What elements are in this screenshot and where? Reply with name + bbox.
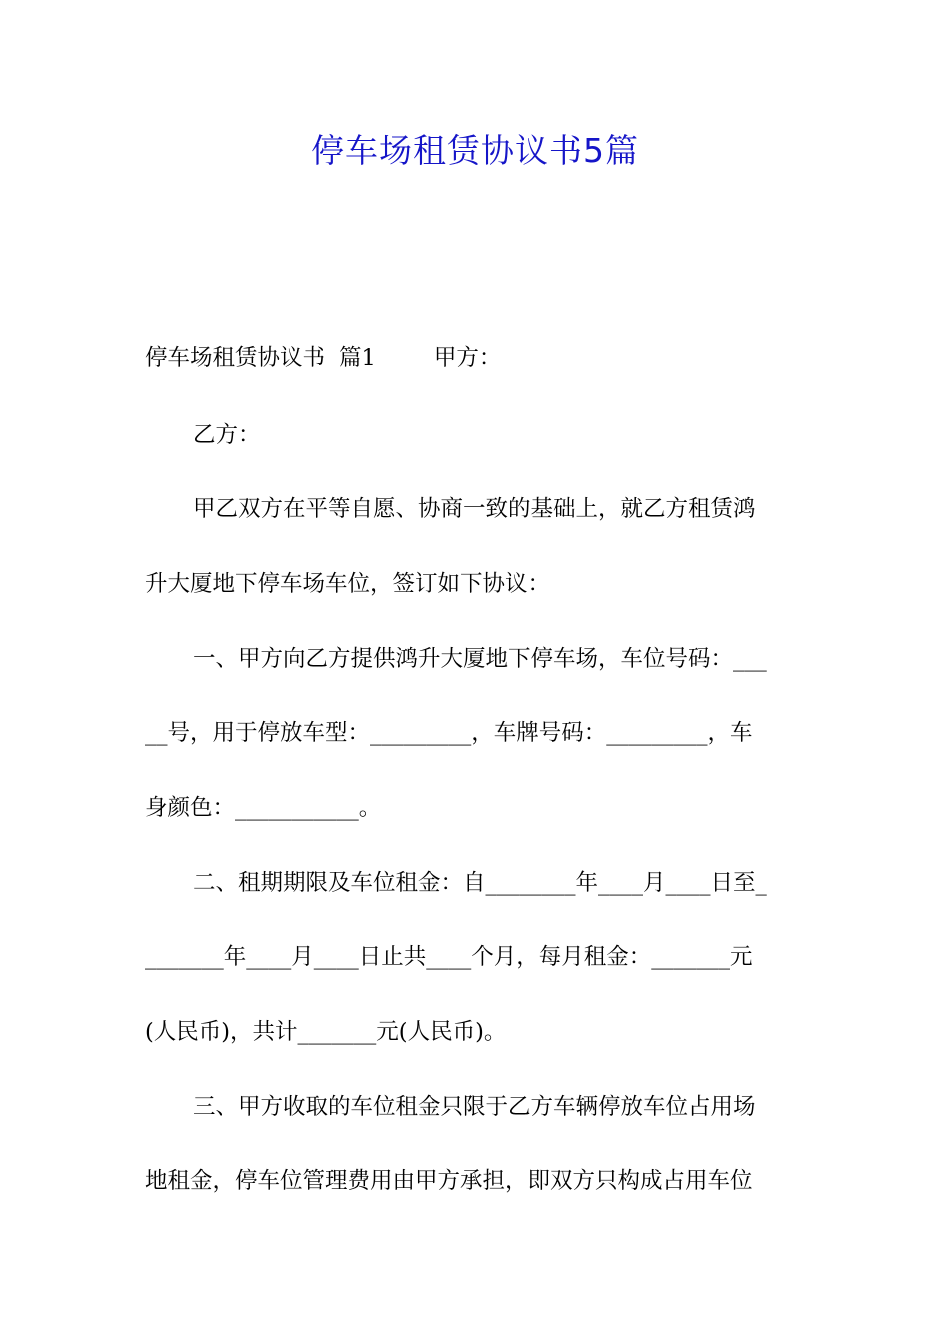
heading-line [145, 341, 810, 375]
heading-part: 篇1 [339, 345, 376, 371]
paragraph-line: _______年____月____日止共____个月，每月租金：_______元 [145, 944, 753, 970]
paragraph-line: 二、租期期限及车位租金：自________年____月____日至_ [193, 870, 767, 896]
paragraph-line: 一、甲方向乙方提供鸿升大厦地下停车场，车位号码：___ [193, 646, 767, 672]
paragraph-line: __号，用于停放车型：_________，车牌号码：_________，车 [145, 720, 753, 746]
paragraph-line: 身颜色：___________。 [145, 795, 382, 821]
paragraph-line: 升大厦地下停车场车位，签订如下协议： [145, 571, 551, 597]
paragraph-line: (人民币)，共计_______元(人民币)。 [145, 1019, 507, 1045]
party-b-label: 乙方： [193, 422, 261, 448]
heading-doc-name: 停车场租赁协议书 [145, 345, 326, 371]
paragraph-line: 地租金，停车位管理费用由甲方承担，即双方只构成占用车位 [145, 1168, 753, 1194]
paragraph-line: 三、甲方收取的车位租金只限于乙方车辆停放车位占用场 [193, 1094, 756, 1120]
party-a-label: 甲方： [433, 345, 502, 371]
paragraph-line: 甲乙双方在平等自愿、协商一致的基础上，就乙方租赁鸿 [193, 496, 756, 522]
document-title: 停车场租赁协议书5篇 [311, 131, 639, 170]
